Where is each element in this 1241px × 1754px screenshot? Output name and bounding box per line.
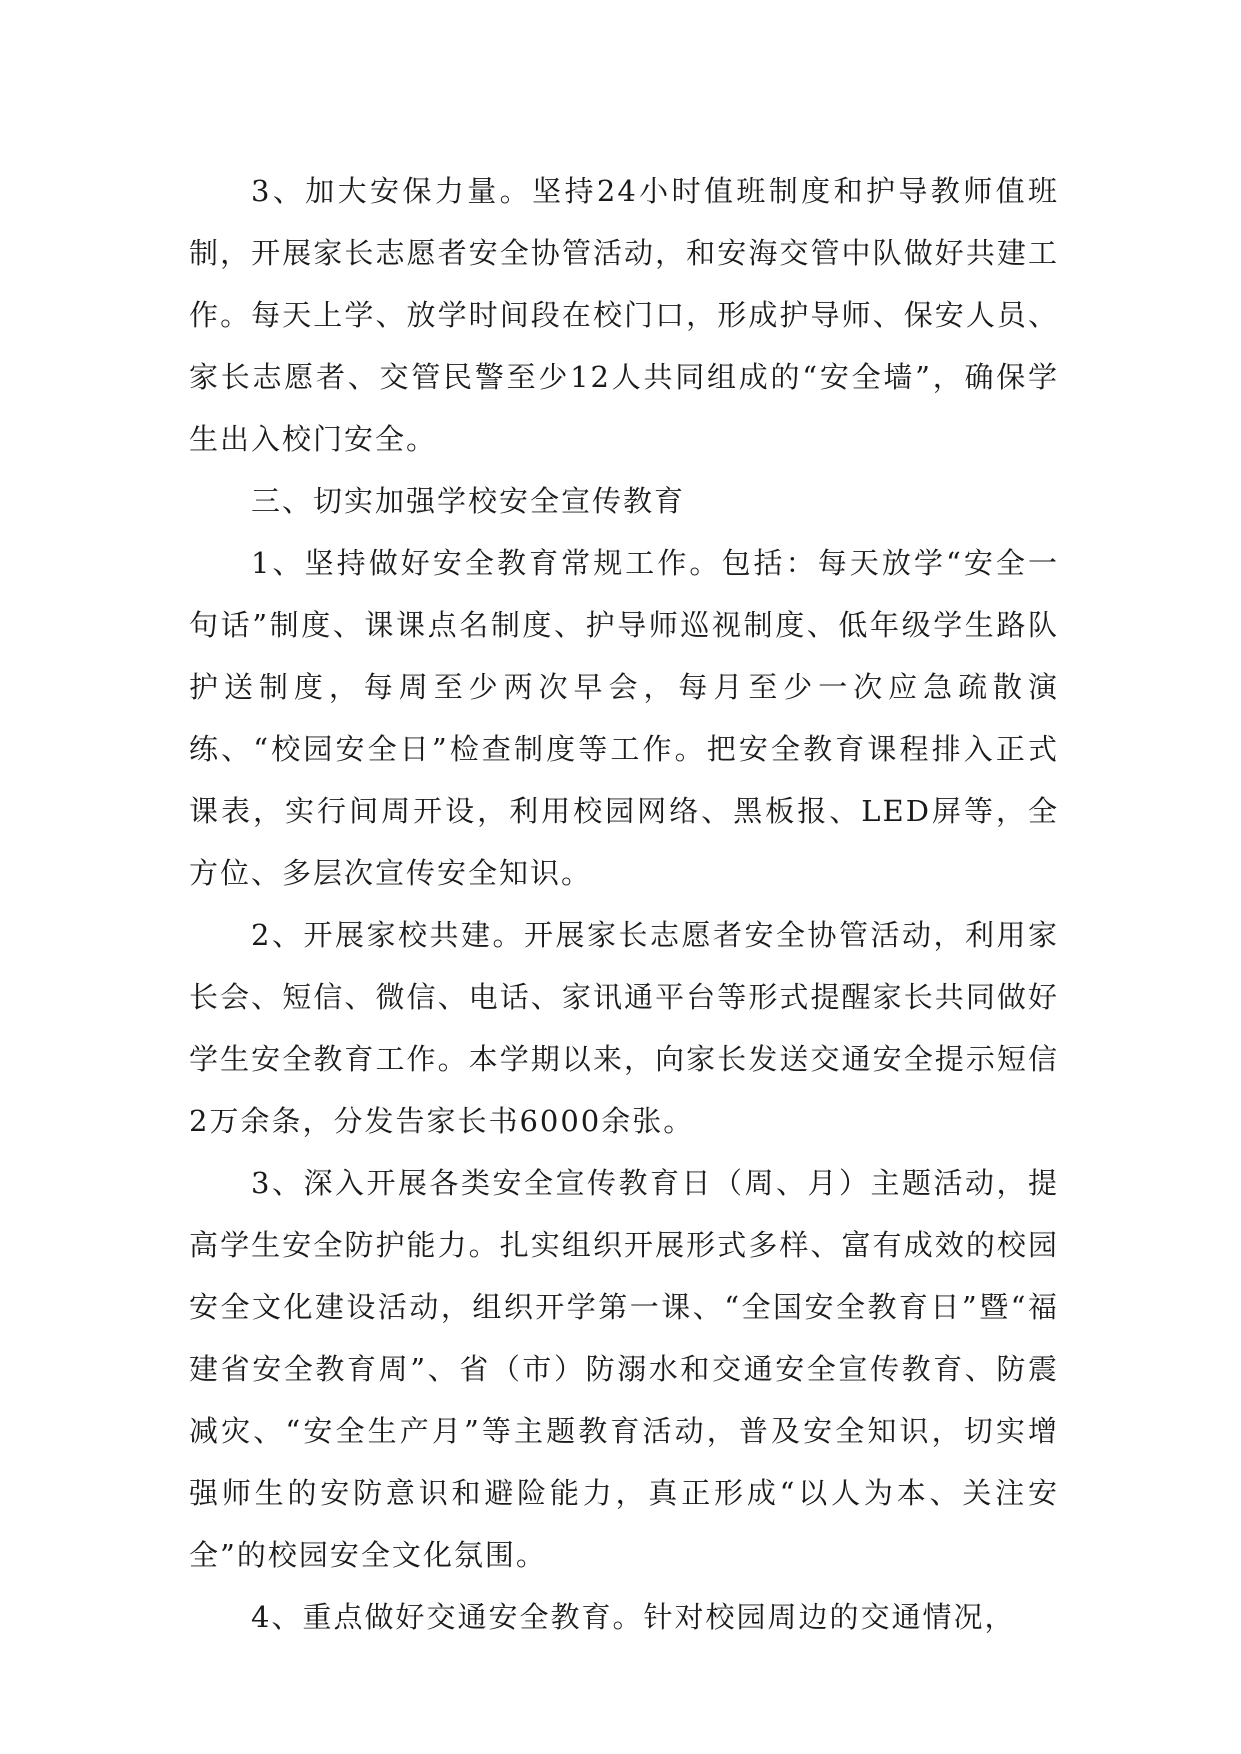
section-heading-safety-education: 三、切实加强学校安全宣传教育 (251, 484, 686, 518)
paragraph-themed-activities: 3、深入开展各类安全宣传教育日（周、月）主题活动，提高学生安全防护能力。扎实组织开展形式多样、富有成效的校园安全文化建设活动，组织开学第一课、“全国安全教育日”暨“福建省安全教育周”、省（市）防溺水和交通安全宣传教育、防震减灾、“安全生产月”等主题教育活动，普及安全知识，切实增强师生的安防意识和避险能力，真正形成“以人为本、关注安全”的校园安全文化氛围。 (189, 1166, 1059, 1572)
paragraph-routine-education: 1、坚持做好安全教育常规工作。包括：每天放学“安全一句话”制度、课课点名制度、护导师巡视制度、低年级学生路队护送制度，每周至少两次早会，每月至少一次应急疏散演练、“校园安全日”检查制度等工作。把安全教育课程排入正式课表，实行间周开设，利用校园网络、黑板报、LED屏等，全方位、多层次宣传安全知识。 (189, 546, 1059, 890)
document-body (189, 160, 1059, 1648)
paragraph-home-school: 2、开展家校共建。开展家长志愿者安全协管活动，利用家长会、短信、微信、电话、家讯通平台等形式提醒家长共同做好学生安全教育工作。本学期以来，向家长发送交通安全提示短信2万余条，分发告家长书6000余张。 (189, 918, 1059, 1138)
paragraph-security-staffing: 3、加大安保力量。坚持24小时值班制度和护导教师值班制，开展家长志愿者安全协管活动，和安海交管中队做好共建工作。每天上学、放学时间段在校门口，形成护导师、保安人员、家长志愿者、交管民警至少12人共同组成的“安全墙”，确保学生出入校门安全。 (189, 174, 1059, 456)
paragraph-traffic-safety: 4、重点做好交通安全教育。针对校园周边的交通情况， (251, 1600, 1016, 1634)
